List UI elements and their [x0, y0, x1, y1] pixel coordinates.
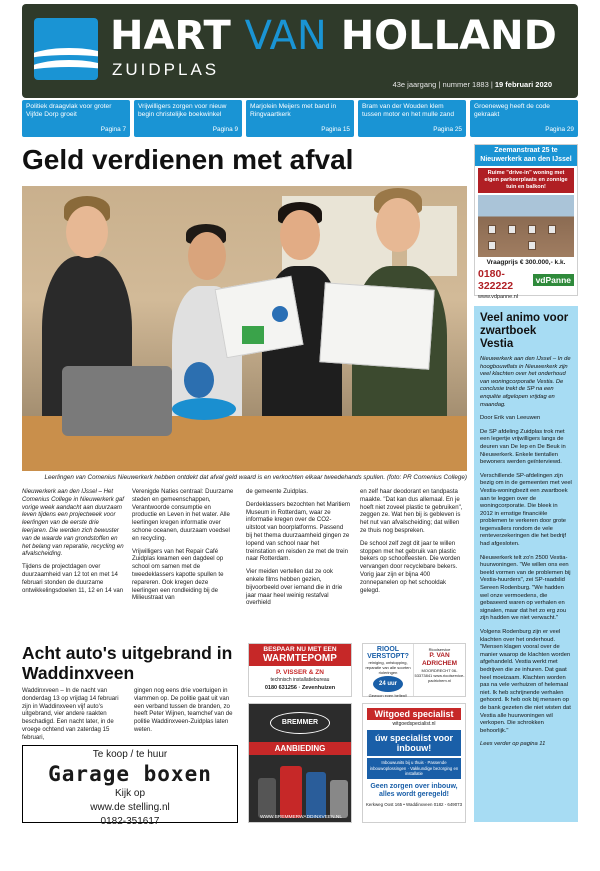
garage-boxes-ad[interactable]: Te koop / te huur Garage boxen Kijk op www.de stelling.nl 0182-351617 [22, 745, 238, 823]
continue-link: Lees verder op pagina 11 [480, 741, 546, 748]
second-headline: Acht auto's uitgebrand in Waddinxveen [22, 643, 233, 683]
bremmer-ad[interactable]: BREMMER AANBIEDING WWW.BREMMERWADDINXVEEN.NL [248, 703, 352, 823]
teaser-item[interactable]: Bram van der Wouden klem tussen motor en het mulle zand Pagina 25 [358, 100, 466, 137]
teaser-item[interactable]: Marjolein Meijers met band in Ringvaartkerk Pagina 15 [246, 100, 354, 137]
suitcase-icon [252, 758, 348, 818]
main-headline: Geld verdienen met afval [22, 144, 354, 175]
newspaper-title: HART VAN HOLLAND [110, 13, 557, 59]
article-photo [22, 186, 467, 471]
witgoed-specialist-ad[interactable]: Witgoed specialist witgoedspecialist.nl úw specialist voor inbouw! Inbouwunits bij u thuis · Passende inbouwoplossingen · Vakkundige bezorging en installatie Geen zorgen over inbouw, alles wordt geregeld! Kerkweg Oost 165 • Waddinxveen 0182 - 649073 [362, 703, 466, 823]
sidebar-article: Veel animo voor zwartboek Vestia Nieuwerkerk aan den IJssel – In de hoogbouwflats in Nieuwerkerk zijn veel klachten over het onderhoud van woningcorporatie Vestia. De conclusie trekt de SP na een enquête afgelopen vrijdag en maandag. Door Erik van Leeuwen De SP afdeling Zuidplas trok met een legertje vrijwilligers langs de deuren van De Iep en De Beuk in Nieuwerkerk. Enkele tientallen bewoners werden geïnterviewd. Verschillende SP-afdelingen zijn bezig om in de gemeenten met veel Vestia-woningbezit een zwartboek aan te leggen over de woningcorporatie. Die bleek in 2012 in ernstige financiële problemen te verkeren door grote tegenvallers rondom de vele renteverzekeringen die het bedrijf had afgesloten. Nieuwerkerk telt zo'n 2500 Vestia-huurwoningen. "We willen ons een beeld vormen van de problemen bij Vestia-huurders", zei SP-raadslid Sereen Rodenburg. "We hadden wel onze vermoedens, die gebaseerd waren op verhalen en signalen, maar dat het zo erg zou zijn hadden we niet verwacht." Volgens Rodenburg zijn er veel klachten over het onderhoud. "Mensen klagen vooral over de manier waarop de klachten worden afgehandeld. Vestia werkt met bedrijven die ze inhuren. Dat gaat heel moeizaam. Klachten worden pas na vele verhuizen of helemaal niet. Ik heb schrijnende verhalen gehoord. Ik heb ook bij mensen op de bank gezeten die niet wisten dat Vestia alle huurwoningen wil verkopen. Die schrokken behoorlijk." Lees verder op pagina 11 [474, 306, 578, 822]
article-column-2: Verenigde Naties centraal: Duurzame steden en gemeenschappen, Verantwoorde consumptie en productie en Leven in het water. Alle leerlingen kregen informatie over schone oceanen, duurzaam voedsel en recycling. Vrijwilligers van het Repair Café Zuidplas kwamen een dagdeel op school om samen met de tweedeklassers kapotte spullen te repareren. Ook kregen deze leerlingen een rondleiding bij de Milieustraat van [132, 488, 234, 602]
masthead [22, 4, 578, 98]
teaser-item[interactable]: Politiek draagvlak voor groter Vijfde Dorp groeit Pagina 7 [22, 100, 130, 137]
article-column-4: en zelf haar deodorant en tandpasta maakte. "Dat kan dus allemaal. En je hoeft niet zoveel plastic te gebruiken", zeggen ze. Wat hen bij is gebleven is het nut van afvalscheiding; dat willen ze thuis nog bespreken. De school zelf zegt dit jaar te willen stoppen met het gebruik van plastic bekers op schoolfeesten. Die worden vervangen door recyclebare bekers. Vorig jaar zijn er bijna 400 zonnepanelen op het schooldak gelegd. [360, 488, 463, 594]
photo-caption: Leerlingen van Comenius Nieuwerkerk hebben ontdekt dat afval geld waard is en verkochten elkaar tweedehands spullen. (foto: PR Comenius College) [44, 474, 467, 481]
heat-pump-ad[interactable]: BESPAAR NU MET EEN WARMTEPOMP P. VISSER & ZN technisch installatiebureau 0180 631256 · Zevenhuizen [248, 643, 352, 697]
edition-info: 43e jaargang | nummer 1883 | 19 februari 2020 [392, 80, 552, 89]
real-estate-ad[interactable]: Zeemanstraat 25 te Nieuwerkerk aan den IJssel Ruime "drive-in" woning met eigen parkeerplaats en zonnige tuin en balkon! Vraagprijs € 300.000,- k.k. 0180-322222 vdPanne www.vdpanne.nl [474, 144, 578, 296]
teaser-bar [22, 100, 578, 137]
second-article-column-2: gingen nog eens drie voertuigen in vlammen op. De politie gaat uit van een verband tussen de branden, zo heeft Peter Wijnen, teamchef van de politie Waddinxveen-Zuidplas laten weten. [134, 687, 233, 733]
teaser-item[interactable]: Vrijwilligers zorgen voor nieuw begin christelijke boekwinkel Pagina 9 [134, 100, 242, 137]
issue-date: 19 februari 2020 [494, 80, 552, 89]
house-photo [478, 195, 574, 257]
second-article-column-1: Waddinxveen – In de nacht van donderdag 13 op vrijdag 14 februari zijn in Waddinxveen vijf auto's uitgebrand, vier andere raakten beschadigd. Een nacht later, in de vroege ochtend van zaterdag 15 februari, [22, 687, 119, 741]
bremmer-logo: BREMMER [270, 712, 330, 734]
sidebar-title: Veel animo voor zwartboek Vestia [480, 312, 569, 350]
sewer-service-ad[interactable]: RIOOL VERSTOPT? reiniging, ontstopping, reparatie van alle soorten rioleringen 24 uur SERVICE Gewoon even bellen!! Rioolservice P. VAN ADRICHEM MOORDRECHT 06-53373841 www.rioolservice-padrichem.nl [362, 643, 466, 697]
article-column-3: de gemeente Zuidplas. Derdeklassers bezochten het Maritiem Museum in Rotterdam, waar ze informatie kregen over de CO2-uitstoot van boorplatforms. Passend bij het thema duurzaamheid gingen ze lopend van school naar het treinstation en reisden ze met de trein naar Rotterdam. Vier meiden vertellen dat ze ook enkele films hebben gezien, bijvoorbeeld over iemand die in drie jaar maar heel weinig restafval overhield [246, 488, 350, 607]
newspaper-subtitle: ZUIDPLAS [112, 60, 220, 79]
teaser-item[interactable]: Groeneweg heeft de code gekraakt Pagina 29 [470, 100, 578, 137]
article-column-1: Nieuwerkerk aan den IJssel – Het Comenius College in Nieuwerkerk gaf vorige week aandacht aan duurzaam leven tijdens een projectweek voor leerlingen van de eerste drie leerjaren. Die werden zich bewuster van de waarde van grondstoffen en het belang van reparatie, recycling en afvalscheiding. Tijdens de projectdagen over duurzaamheid van 12 tot en met 14 februari stonden de duurzame ontwikkelingsdoelen 11, 12 en 14 van [22, 488, 124, 594]
wave-logo-icon [34, 18, 98, 80]
